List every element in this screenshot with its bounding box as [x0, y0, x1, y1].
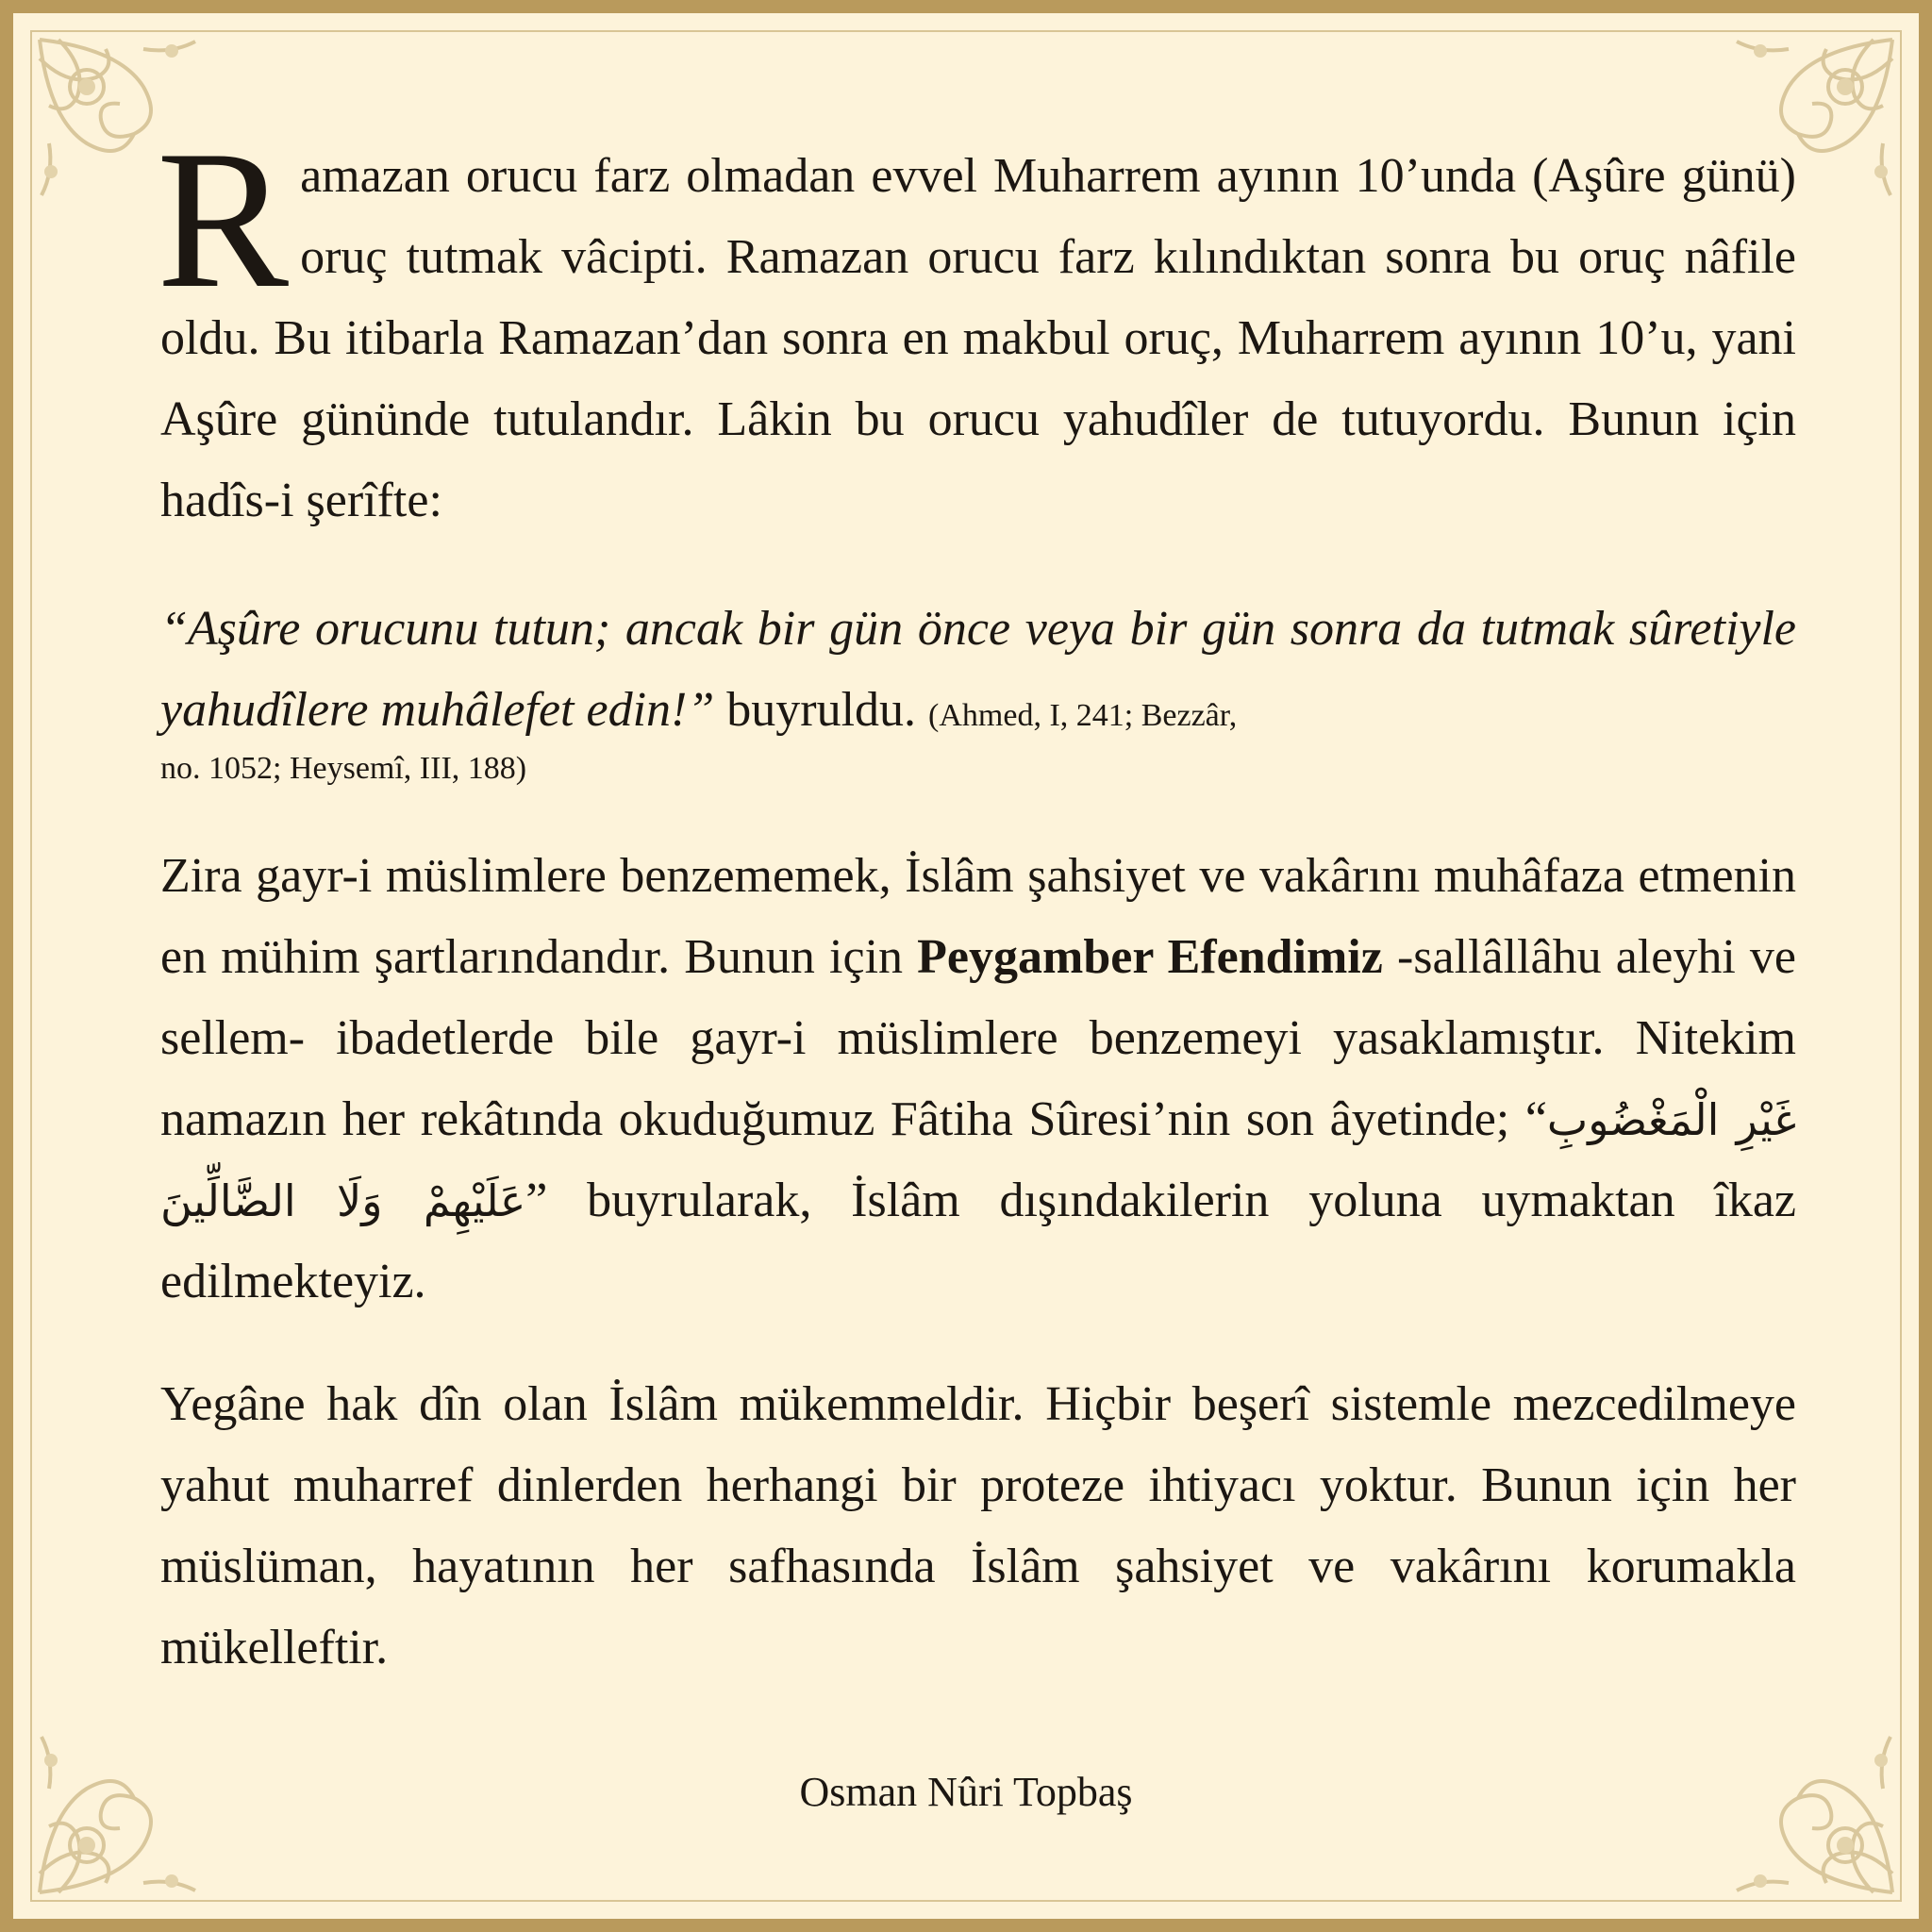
- paragraph-imitation-text-1: Zira gayr-i müslimlere benzememek, İslâm şahsiyet ve vakârını muhâfaza etmenin en mühim şartlarındandır. Bunun için: [160, 849, 1796, 984]
- hadith-quote: “Aşûre orucunu tutun; ancak bir gün önce veya bir gün sonra da tutmak sûretiyle yahudîlere muhâlefet edin!”: [160, 602, 1796, 737]
- paragraph-intro: [157, 110, 1796, 541]
- citation: (Ahmed, I, 241; Bezzâr,: [928, 698, 1238, 733]
- paragraph-intro-text: amazan orucu farz olmadan evvel Muharrem ayının 10’unda (Aşûre günü) oruç tutmak vâcipti. Ramazan orucu farz kılındıktan sonra bu oruç nâfile oldu. Bu itibarla Ramazan’dan sonra en makbul oruç, Muharrem ayının 10’u, yani Aşûre gününde tutulandır. Lâkin bu orucu yahudîler de tutuyordu. Bunun için hadîs-i şerîfte:: [160, 149, 1796, 527]
- paragraph-conclusion: [160, 1364, 1796, 1689]
- drop-cap: R: [157, 110, 290, 329]
- hadith-quote-block: [160, 589, 1796, 794]
- paragraph-imitation: [160, 836, 1796, 1323]
- text-content: [157, 110, 1797, 1689]
- citation-continued: no. 1052; Heysemî, III, 188): [160, 751, 527, 786]
- hadith-after-quote: buyruldu.: [714, 683, 929, 737]
- paragraph-imitation-text-2: -sallâllâhu aleyhi ve sellem- ibadetlerde bile gayr-i müslimlere benzemeyi yasaklamıştır. Nitekim namazın her rekâtında okuduğumuz Fâtiha Sûresi’nin son âyetinde; “: [160, 930, 1797, 1146]
- arabic-verse: غَيْرِ الْمَغْضُوبِ عَلَيْهِمْ وَلَا الضَّالِّينَ: [160, 1094, 1796, 1226]
- paragraph-imitation-text-3: ” buyrularak, İslâm dışındakilerin yoluna uymaktan îkaz edilmekteyiz.: [160, 1174, 1796, 1308]
- author-signature: Osman Nûri Topbaş: [799, 1769, 1133, 1815]
- paragraph-conclusion-text: Yegâne hak dîn olan İslâm mükemmeldir. Hiçbir beşerî sistemle mezcedilmeye yahut muharref dinlerden herhangi bir proteze ihtiyacı yoktur. Bunun için her müslüman, hayatının her safhasında İslâm şahsiyet ve vakârını korumakla mükelleftir.: [160, 1377, 1796, 1674]
- prophet-name-bold: Peygamber Efendimiz: [917, 930, 1383, 984]
- paragraph-hadith: [160, 589, 1796, 794]
